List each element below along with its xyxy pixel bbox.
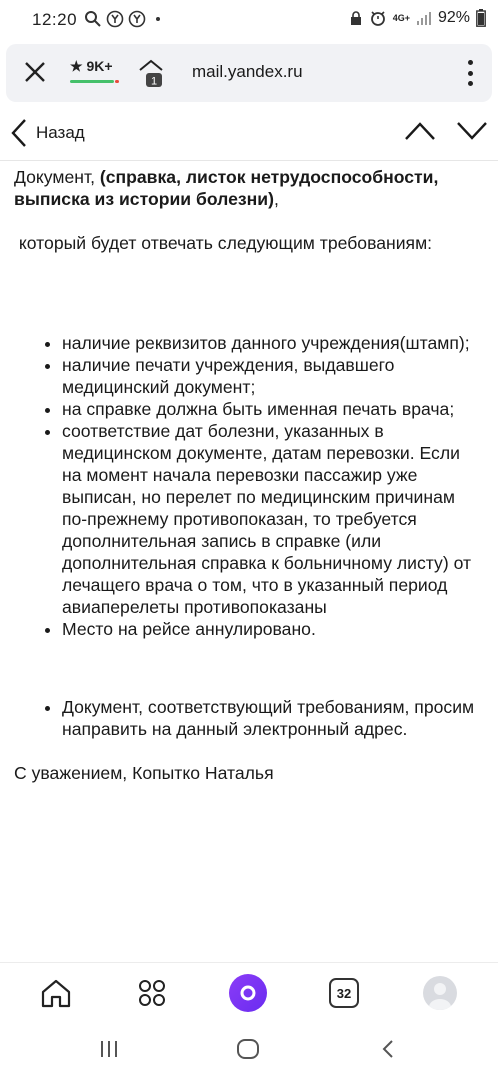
requirements-intro: который будет отвечать следующим требованиям: [14,233,433,253]
list-item: • наличие реквизитов данного учреждения(штамп); [62,332,484,354]
protect-tabs-icon[interactable] [136,56,166,90]
alice-button[interactable] [228,973,268,1013]
intro-plain: Документ, [14,167,100,187]
more-menu-icon[interactable] [466,60,474,86]
requirements-list [14,332,484,640]
tabs-badge-count: 1 [150,75,158,88]
back-button[interactable] [10,118,85,148]
services-button[interactable] [132,973,172,1013]
home-icon [40,978,72,1008]
back-nav-icon[interactable] [380,1038,396,1060]
browser-bottom-toolbar [0,962,498,1023]
list-item: • наличие печати учреждения, выдавшего медицинский документ; [62,354,484,398]
rating-progress-bar [70,80,114,83]
notification-icons [84,10,160,28]
request-list [14,696,484,740]
intro-bold: (справка, листок нетрудоспособности, выписка из истории болезни) [14,167,439,209]
lock-icon [349,10,363,26]
status-bar [0,0,498,40]
message-body [14,166,484,784]
system-navigation-bar [0,1024,498,1080]
signature: С уважением, Копытко Наталья [14,763,274,783]
mail-navigation [0,108,498,161]
battery-level: 92% [437,9,470,26]
signal-icon [416,11,432,25]
star-icon: ★ [70,58,83,74]
battery-icon [476,9,486,27]
rating-badge-label: 9K+ [86,58,113,74]
list-item: • Документ, соответствующий требованиям, просим направить на данный электронный адрес. [62,696,484,740]
network-type: 4G+ [392,12,410,23]
home-nav-icon[interactable] [236,1038,260,1060]
list-item: • Место на рейсе аннулировано. [62,618,484,640]
list-item: • соответствие дат болезни, указанных в медицинском документе, датам перевозки. Если на момент начала перевозки пассажир уже выписан, но перелет по медицинским причинам по-прежнему противопоказан, то требуется дополнительная запись в справке (или дополнительная справка к больничному листу) от лечащего врача о том, что в указанный период авиаперелеты противопоказаны [62,420,484,618]
message-pager [404,120,488,142]
rating-progress-red [115,80,119,83]
alarm-icon [369,9,387,27]
status-time: 12:20 [32,10,78,29]
chevron-down-icon[interactable] [456,120,488,142]
url-text[interactable]: mail.yandex.ru [192,62,303,81]
back-label: Назад [36,123,85,142]
list-item: • на справке должна быть именная печать врача; [62,398,484,420]
chevron-left-icon [10,118,28,148]
search-notification-icon [84,10,102,28]
document-intro [14,166,484,210]
grid-icon [138,979,166,1007]
home-button[interactable] [36,973,76,1013]
profile-button[interactable] [420,973,460,1013]
yandex-notification-icon [106,10,124,28]
avatar [423,976,457,1010]
more-notifications-dot-icon [156,17,160,21]
tabs-button[interactable] [324,973,364,1013]
browser-address-bar [6,44,492,102]
chevron-up-icon[interactable] [404,120,436,142]
rating-badge[interactable] [70,58,113,75]
tabs-count: 32 [329,978,359,1008]
close-icon[interactable] [22,59,48,85]
yandex-notification-icon-2 [128,10,146,28]
intro-tail: , [273,189,279,209]
alice-icon [229,974,267,1012]
recent-apps-icon[interactable] [98,1038,120,1060]
system-status-icons [349,9,486,27]
